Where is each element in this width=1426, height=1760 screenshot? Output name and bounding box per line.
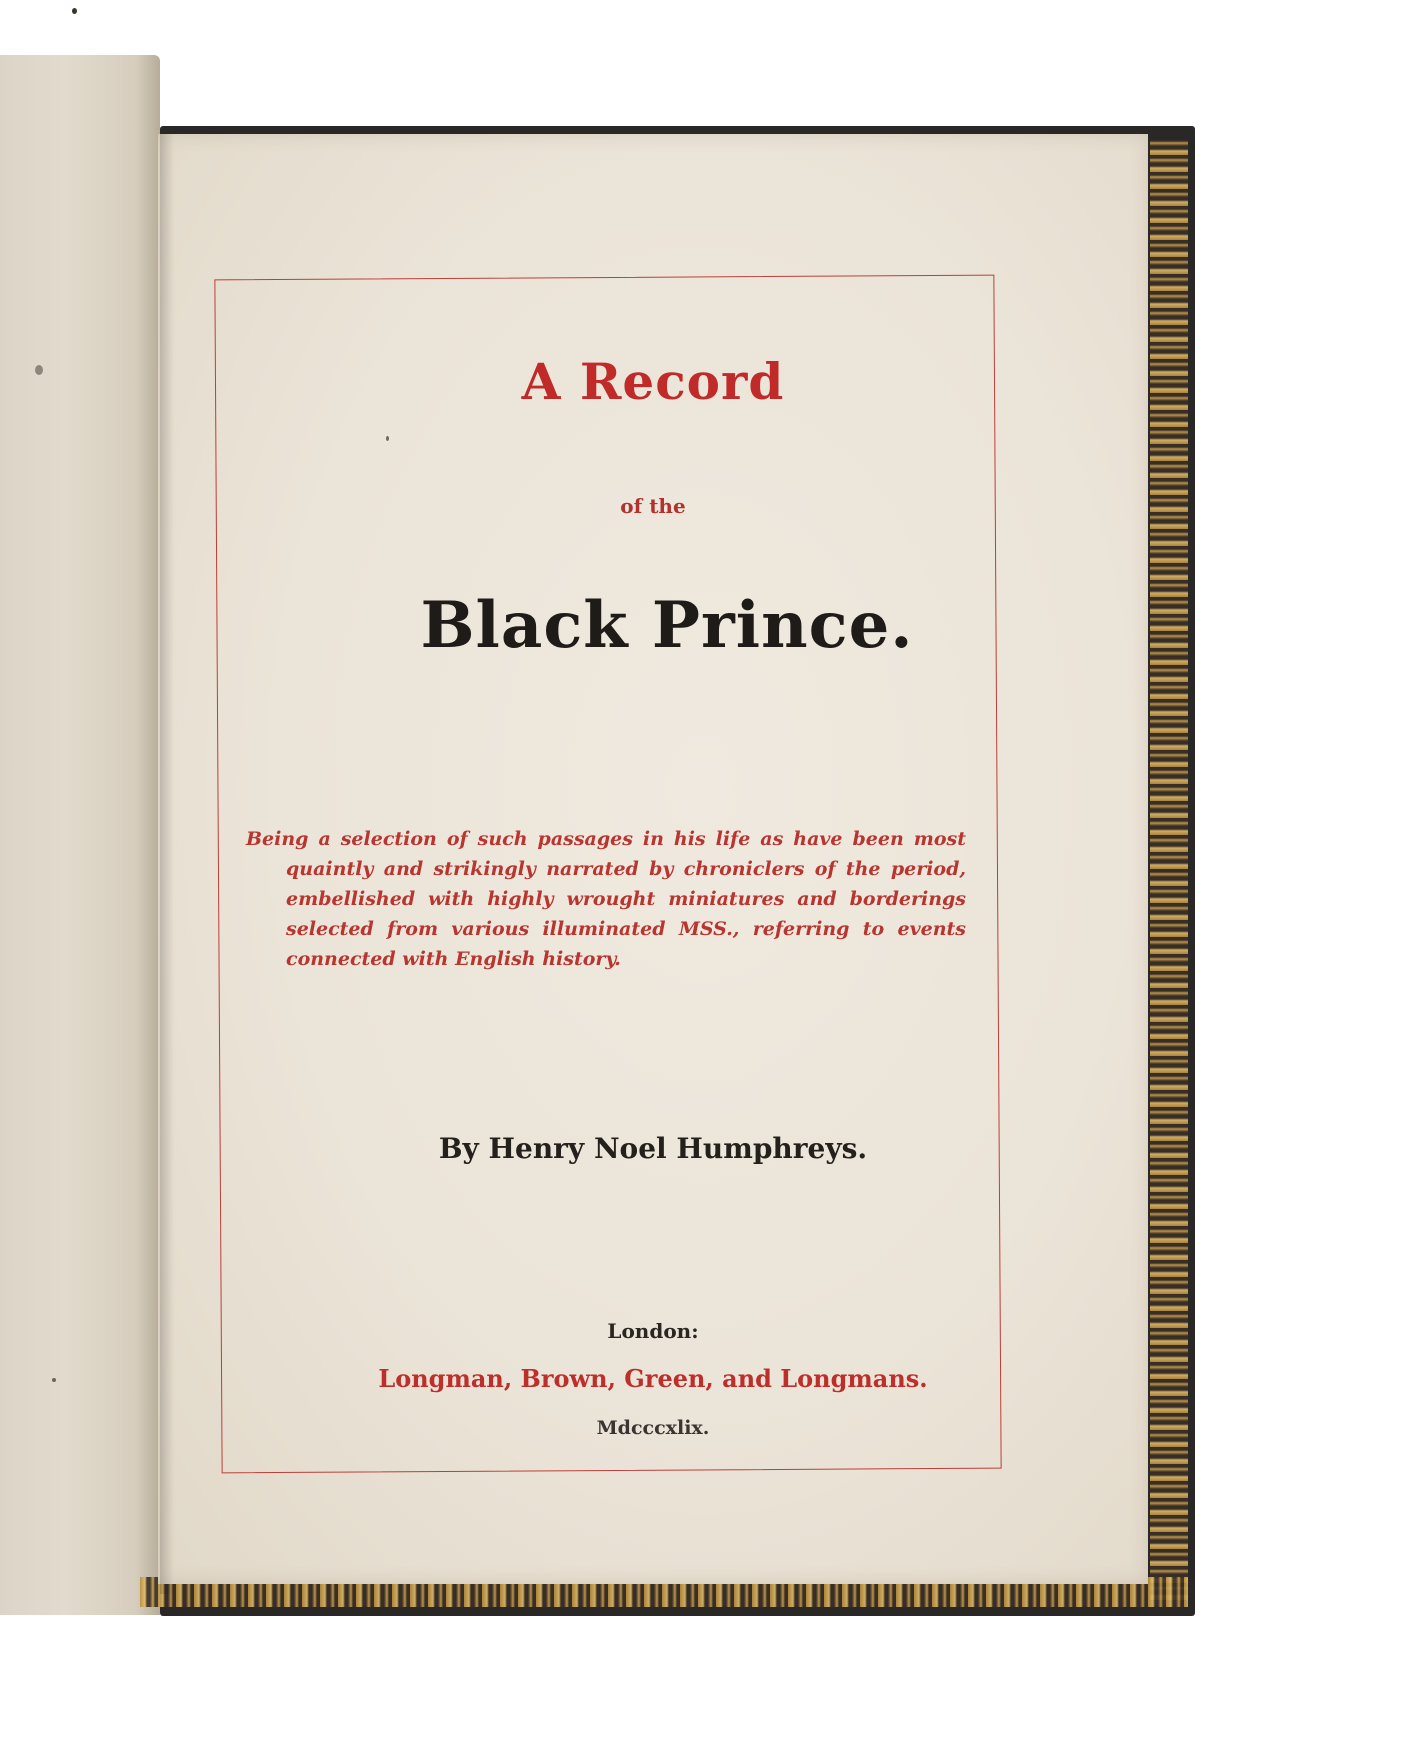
left-endpaper-leaf	[0, 55, 160, 1615]
gilt-tooling-right-edge	[1150, 140, 1188, 1600]
title-line-a-record: A Record	[521, 352, 785, 411]
paper-speck	[52, 1378, 56, 1382]
paper-speck	[386, 436, 389, 441]
paper-speck	[35, 365, 43, 375]
gutter-shadow	[160, 134, 174, 1594]
paper-speck	[72, 8, 77, 14]
imprint-place: London:	[607, 1319, 699, 1343]
imprint-publisher: Longman, Brown, Green, and Longmans.	[378, 1364, 928, 1393]
author-line: By Henry Noel Humphreys.	[438, 1132, 868, 1165]
title-page	[158, 134, 1148, 1584]
title-description: Being a selection of such passages in his life as have been most quaintly and strikingly narrated by chroniclers of the period, embellished with highly wrought miniatures and borderings selected from various illuminated MSS., referring to events connected with English history.	[246, 828, 966, 970]
title-line-black-prince: Black Prince.	[420, 588, 914, 663]
title-line-of-the: of the	[620, 494, 686, 518]
imprint-date: Mdcccxlix.	[596, 1417, 710, 1439]
